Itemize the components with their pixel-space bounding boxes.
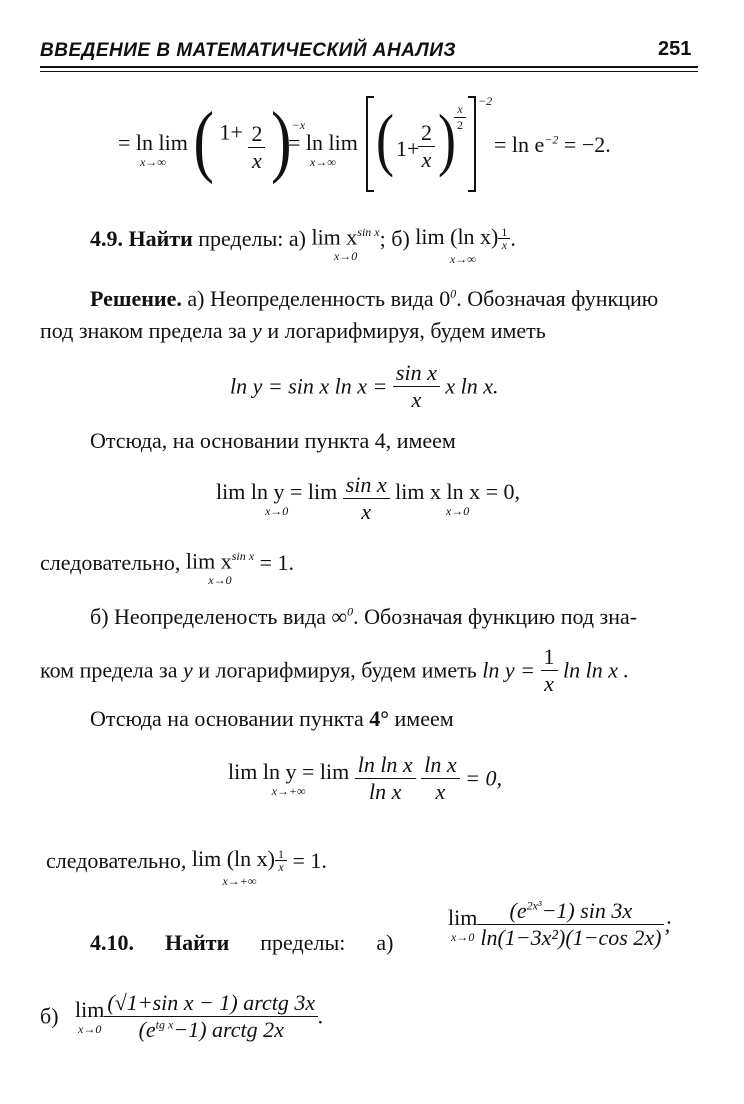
solution-line-3: Отсюда, на основании пункта 4, имеем [90,428,456,453]
solution-line-7: Отсюда на основании пункта 4° имеем [90,706,454,731]
page-number: 251 [658,38,692,60]
solution-line-8: следовательно, lim (ln x) $\frac{1}{x}$ x→+∞ = 1. [46,846,327,889]
problem-4-10-a: lim x→0 $\frac{(e^{2x^3}-1) \sin 3x}{\text{ln(1−3x²)(1−cos 2x)}}$ ; [448,898,672,950]
solution-line-6: ком предела за y и логарифмируя, будем иметь ln y = $\frac{1}{x}$ ln ln x . [40,644,629,696]
equation-top-bracket: ( 1+ $\frac{2}{x}$ ) $\frac{x}{2}$ [366,96,476,192]
header-rule-thin [40,71,698,72]
equation-top: = ln lim x→∞ ( 1+ $\frac{2}{x}$ )$^{-x}$ [118,96,306,186]
header-rule [40,66,698,68]
equation-4: lim ln y = lim x→0 $\frac{\text{sin x}}{x}$ lim x ln x = 0, x→0 [216,472,521,524]
problem-4-10-b: б) lim x→0 $\frac{\text{(√1+sin x − 1) arctg 3x}}{(e^{tg x}-1) arctg 2x}$ . [40,990,324,1042]
equation-5: lim ln y = lim x→+∞ $\frac{\text{ln ln x}}{\text{ln x}}$ $\frac{\text{ln x}}{x}$ = 0, [228,752,502,804]
equation-top-part2: = ln lim x→∞ [288,130,358,169]
solution-line-1: Решение. а) Неопределенность вида $0^0$. Обозначая функцию [90,286,659,311]
solution-line-2: под знаком предела за y и логарифмируя, будем иметь [40,318,546,343]
problem-4-10: 4.10. Найти пределы: а) [90,930,394,955]
equation-3: ln y = sin x ln x = $\frac{\text{sin x}}{x}$ x ln x. [230,360,499,412]
equation-top-result: = $\ln e^{-2} = -2$. [494,132,611,157]
solution-line-5: б) Неопределеность вида ∞$^0$. Обозначая функцию под зна- [90,604,638,629]
solution-line-4: следовательно, $\lim x^{sin x}$ x→0 = 1. [40,548,294,588]
problem-4-9: 4.9. Найти пределы: а) $\lim x^{sin x}$ x→0 ; б) lim (ln x) $\frac{1}{x}$ x→∞ . [90,224,516,267]
running-title: ВВЕДЕНИЕ В МАТЕМАТИЧЕСКИЙ АНАЛИЗ [40,40,457,61]
equation-top-exp: −2 [478,94,493,108]
